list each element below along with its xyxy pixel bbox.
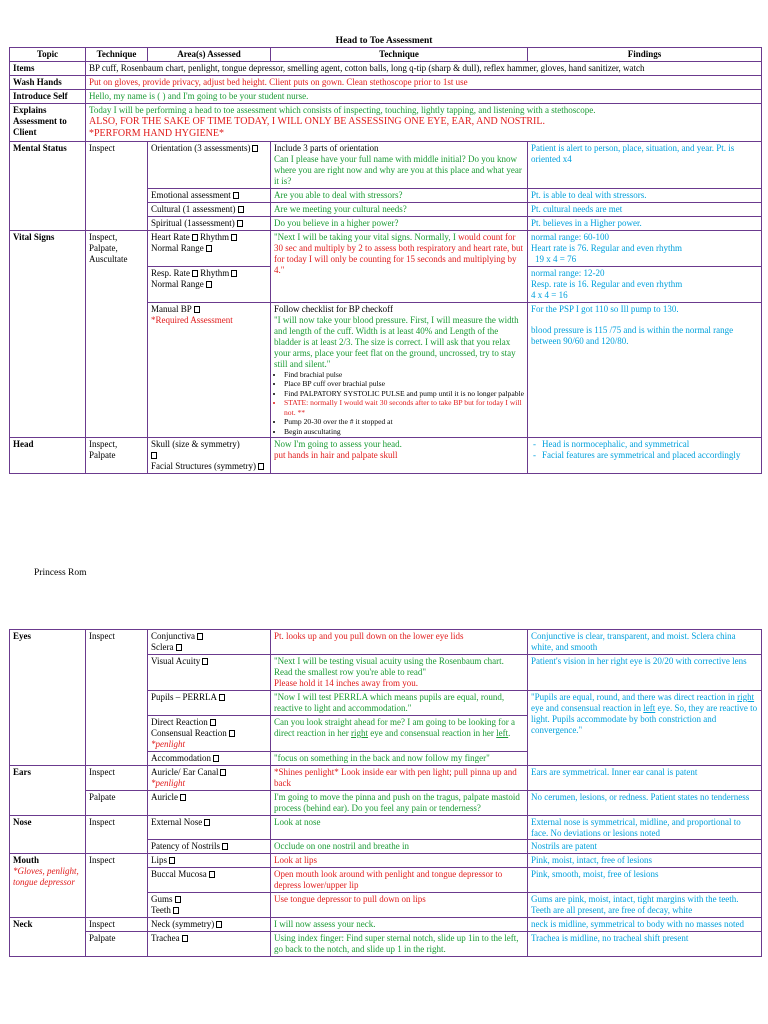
area-cell [148,893,271,918]
finding-cell: Patient is alert to person, place, situation, and year. Pt. is oriented x4 [528,142,762,189]
area-label: Neck (symmetry) [151,919,215,930]
area-label: Auricle [151,791,178,802]
explains-text: Today I will be performing a head to toe assessment which consists of inspecting, touching, lightly tapping, and listening with a stethoscope. [89,104,596,115]
area-label: Sclera [151,641,174,652]
finding-cell: Nostrils are patent [528,840,762,854]
area-cell [148,690,271,715]
neck-row [10,918,762,932]
checkbox[interactable] [192,234,198,241]
finding-cell: Patient's vision in her right eye is 20/20 with corrective lens [528,654,762,690]
finding-line: 4 x 4 = 16 [531,289,568,300]
checkbox[interactable] [182,935,188,942]
area-cell [148,751,271,765]
topic-cell: Vital Signs [10,231,86,438]
nose-row [10,815,762,840]
area-label: Rhythm [200,267,230,278]
checkbox[interactable] [213,755,219,762]
technique-script: "Now I will test PERRLA which means pupils are equal, round, reactive to light and accommodation." [271,690,528,715]
checkbox[interactable] [151,452,157,459]
technique-detail-cell [271,438,528,474]
list-item: - Head is normocephalic, and symmetrical [542,439,758,450]
neck-row [10,932,762,957]
checkbox[interactable] [169,857,175,864]
area-label: Teeth [151,905,171,916]
area-label: Normal Range [151,242,204,253]
technique-script: Look at nose [271,815,528,840]
checkbox[interactable] [231,234,237,241]
technique-script: "Next I will be taking your vital signs. Normally, I [274,232,456,242]
technique-cell: Inspect [86,765,148,790]
area-cell [148,854,271,868]
area-cell [148,302,271,437]
technique-text: . [508,727,511,738]
finding-cell [528,690,762,765]
checkbox[interactable] [237,220,243,227]
area-label: Orientation (3 assessments) [151,143,251,154]
topic-cell: Eyes [10,630,86,766]
area-cell [148,142,271,189]
area-label: Patency of Nostrils [151,841,220,852]
assessment-table-page2 [9,629,762,957]
area-cell [148,630,271,655]
finding-cell: Gums are pink, moist, intact, tight margins with the teeth. Teeth are all present, are free of decay, white [528,893,762,918]
checkbox[interactable] [206,245,212,252]
finding-cell: External nose is symmetrical, midline, and proportional to face. No deviations or lesions noted [528,815,762,840]
technique-cell: Palpate [86,932,148,957]
area-label: Consensual Reaction [151,727,227,738]
checkbox[interactable] [194,306,200,313]
area-label: Skull (size & symmetry) [151,439,240,450]
checkbox[interactable] [258,463,264,470]
finding-text: eye. So, they are reactive to light. Pupils accommodate by both constriction and convergence." [531,702,758,735]
items-row [10,61,762,75]
finding-line: 19 x 4 = 76 [535,253,577,264]
finding-cell: Pt. believes in a Higher power. [528,217,762,231]
topic-cell: Head [10,438,86,474]
topic-cell: Mental Status [10,142,86,231]
area-cell [148,932,271,957]
finding-line: Resp. rate is 16. Regular and even rhythm [531,278,683,289]
technique-script: Are we meeting your cultural needs? [271,203,528,217]
technique-script: Can I please have your full name with middle initial? Do you know where you are right now and why are you at this place and what year it is? [274,154,522,187]
checkbox[interactable] [206,281,212,288]
wash-hands-text: Put on gloves, provide privacy, adjust bed height. Client puts on gown. Clean stethoscope prior to 1st use [86,75,762,89]
checkbox[interactable] [197,633,203,640]
area-cell [148,217,271,231]
technique-note: Open mouth look around with penlight and tongue depressor to depress lower/upper lip [271,868,528,893]
area-label: Heart Rate [151,232,190,242]
area-label: Emotional assessment [151,190,231,201]
topic-cell: Neck [10,918,86,957]
penlight-note: *penlight [151,738,185,749]
technique-note: Include 3 parts of orientation [274,143,379,154]
header-areas: Area(s) Assessed [148,48,271,62]
technique-script: Do you believe in a higher power? [271,217,528,231]
technique-text: right [350,727,368,738]
finding-cell [528,266,762,302]
area-label: Normal Range [151,278,204,289]
header-technique: Technique [86,48,148,62]
checkbox[interactable] [216,921,222,928]
technique-note: Pt. looks up and you pull down on the lower eye lids [271,630,528,655]
checkbox[interactable] [238,206,244,213]
area-label: Accommodation [151,752,211,763]
area-label: Manual BP [151,303,192,314]
vital-signs-row [10,231,762,267]
checkbox[interactable] [175,896,181,903]
head-row [10,438,762,474]
items-list: BP cuff, Rosenbaum chart, penlight, tongue depressor, smelling agent, cotton balls, long q-tip (sharp & dull), reflex hammer, gloves, hand sanitizer, watch [86,61,762,75]
area-label: Pupils – PERRLA [151,691,218,702]
technique-script: Using index finger: Find super sternal notch, slide up 1in to the left, go back to the notch, and slide up 1 in the right. [271,932,528,957]
technique-script: "I will now take your blood pressure. First, I will measure the width and length of the cuff. Width is at least 40% and Length of the bladder is at least 2/3. The size is correct. I will ask that you relax your arms, place your feet flat on the ground, uncrossed, try to stay still and silent." [274,314,519,369]
list-item: • STATE: normally I would wait 30 seconds after to take BP but for today I will not. ** [284,398,524,417]
finding-cell: Pink, moist, intact, free of lesions [528,854,762,868]
area-label: Visual Acuity [151,655,201,666]
finding-cell: neck is midline, symmetrical to body with no masses noted [528,918,762,932]
checkbox[interactable] [209,871,215,878]
technique-note: Please hold it 14 inches away from you. [274,677,418,688]
finding-cell [528,231,762,267]
technique-script [271,715,528,751]
topic-cell: Wash Hands [10,75,86,89]
area-label: Direct Reaction [151,716,208,727]
checkbox[interactable] [210,719,216,726]
technique-note: Look at lips [271,854,528,868]
penlight-note: *penlight [151,777,185,788]
technique-detail-cell [271,142,528,189]
checkbox[interactable] [176,644,182,651]
technique-script: "Next I will be testing visual acuity using the Rosenbaum chart. Read the smallest row you're able to read" [274,655,504,677]
supplies-note: *Gloves, penlight, tongue depressor [13,866,79,888]
technique-cell: Inspect [86,630,148,766]
header-technique-detail: Technique [271,48,528,62]
assessment-table-page1 [9,47,762,474]
technique-text: eye and consensual reaction in her [367,727,497,738]
area-cell [148,266,271,302]
ears-row [10,765,762,790]
finding-line: For the PSP I got 110 so Ill pump to 130. [531,303,679,314]
technique-detail-cell [271,654,528,690]
finding-line: normal range: 60-100 [531,232,609,242]
finding-text: "Pupils are equal, round, and there was direct reaction in [531,691,738,702]
topic-cell: Explains Assessment to Client [10,103,86,141]
technique-note: would count for 30 sec and multiply by 2 to assess both respiratory and heart rate, but for today I will only be counting for 15 seconds and multiplying by 4." [274,232,523,275]
area-label: Rhythm [199,232,229,242]
area-label: Resp. Rate [151,267,190,278]
document-title: Head to Toe Assessment [335,36,433,46]
checkbox[interactable] [252,145,258,152]
finding-cell: Pt. is able to deal with stressors. [528,189,762,203]
technique-note: *Shines penlight* Look inside ear with pen light; pull pinna up and back [271,765,528,790]
area-label: External Nose [151,816,203,827]
list-item: • Pump 20-30 over the # it stopped at [284,417,524,426]
area-label: Lips [151,855,168,866]
finding-cell: Pt. cultural needs are met [528,203,762,217]
topic-cell: Introduce Self [10,89,86,103]
explains-row [10,103,762,141]
mouth-row [10,854,762,868]
eyes-row [10,630,762,655]
wash-hands-row [10,75,762,89]
hand-hygiene-note: *PERFORM HAND HYGIENE* [89,128,225,140]
technique-cell: Inspect [86,142,148,231]
head-findings-list [531,439,758,461]
introduce-self-row [10,89,762,103]
technique-cell: Palpate [86,790,148,815]
required-note: *Required Assessment [151,314,233,325]
table-header-row [10,48,762,62]
area-label: Trachea [151,933,180,944]
area-cell [148,815,271,840]
checkbox[interactable] [231,270,237,277]
finding-text: right [737,691,755,702]
list-item: - Facial features are symmetrical and placed accordingly [542,450,758,461]
finding-cell: No cerumen, lesions, or redness. Patient states no tenderness [528,790,762,815]
technique-script: "focus on something in the back and now follow my finger" [271,751,528,765]
area-label: Spiritual (1assessment) [151,218,235,229]
technique-script: I will now assess your neck. [271,918,528,932]
introduce-self-text: Hello, my name is ( ) and I'm going to be your student nurse. [86,89,762,103]
finding-text: eye and consensual reaction in [531,702,644,713]
list-item: • Place BP cuff over brachial pulse [284,379,524,388]
finding-line: normal range: 12-20 [531,267,605,278]
area-cell [148,438,271,474]
list-item: • Begin auscultating [284,427,524,436]
header-topic: Topic [10,48,86,62]
technique-detail-cell [271,231,528,303]
technique-script: Occlude on one nostril and breathe in [271,840,528,854]
area-cell [148,840,271,854]
footer-name: Princess Rom [34,568,87,578]
area-cell [148,654,271,690]
finding-line: Heart rate is 76. Regular and even rhythm [531,242,682,253]
technique-cell: Inspect [86,815,148,854]
technique-note: Follow checklist for BP checkoff [274,303,393,314]
finding-cell: Trachea is midline, no tracheal shift present [528,932,762,957]
ears-row [10,790,762,815]
technique-cell: Inspect [86,918,148,932]
explains-note: ALSO, FOR THE SAKE OF TIME TODAY, I WILL ONLY BE ASSESSING ONE EYE, EAR, AND NOSTRIL. [89,115,545,127]
area-cell [148,790,271,815]
topic-cell: Ears [10,765,86,815]
technique-cell: Inspect [86,854,148,918]
checkbox[interactable] [222,843,228,850]
technique-cell: Inspect, Palpate, Auscultate [86,231,148,438]
checkbox[interactable] [204,819,210,826]
checkbox[interactable] [202,658,208,665]
topic-cell: Items [10,61,86,75]
area-label: Gums [151,894,173,905]
finding-line: blood pressure is 115 /75 and is within the normal range between 90/60 and 120/80. [531,324,734,346]
explains-cell [86,103,762,141]
checkbox[interactable] [229,730,235,737]
technique-cell: Inspect, Palpate [86,438,148,474]
topic-cell: Nose [10,815,86,854]
technique-script: Are you able to deal with stressors? [271,189,528,203]
technique-note: Use tongue depressor to pull down on lips [271,893,528,918]
area-cell [148,918,271,932]
topic-label: Mouth [13,855,40,866]
finding-cell [528,438,762,474]
topic-cell [10,854,86,918]
area-label: Buccal Mucosa [151,869,207,880]
checkbox[interactable] [219,694,225,701]
technique-script: I'm going to move the pinna and push on the tragus, palpate mastoid process (behind ear). Do you feel any pain or tenderness? [271,790,528,815]
bp-steps-list [274,370,524,436]
technique-text: Can you look straight ahead for me? I am going to be looking for a direct reaction in her [274,716,515,738]
list-item: • Find brachial pulse [284,370,524,379]
finding-cell: Conjunctive is clear, transparent, and moist. Sclera china white, and smooth [528,630,762,655]
checkbox[interactable] [220,769,226,776]
area-cell [148,231,271,267]
mental-status-row [10,142,762,189]
list-item: • Find PALPATORY SYSTOLIC PULSE and pump until it is no longer palpable [284,389,524,398]
finding-cell [528,302,762,437]
checkbox[interactable] [233,192,239,199]
area-cell [148,189,271,203]
header-findings: Findings [528,48,762,62]
area-label: Cultural (1 assessment) [151,204,236,215]
area-cell [148,765,271,790]
technique-note: put hands in hair and palpate skull [274,449,398,460]
area-cell [148,715,271,751]
technique-text: left [496,727,509,738]
finding-cell: Pink, smooth, moist, free of lesions [528,868,762,893]
area-label: Auricle/ Ear Canal [151,766,219,777]
area-cell [148,203,271,217]
area-cell [148,868,271,893]
checkbox[interactable] [173,907,179,914]
technique-script: Now I'm going to assess your head. [274,439,402,450]
checkbox[interactable] [180,794,186,801]
area-label: Conjunctiva [151,631,195,641]
area-label: Facial Structures (symmetry) [151,460,256,471]
finding-text: left [643,702,656,713]
finding-cell: Ears are symmetrical. Inner ear canal is patent [528,765,762,790]
technique-detail-cell [271,302,528,437]
checkbox[interactable] [192,270,198,277]
